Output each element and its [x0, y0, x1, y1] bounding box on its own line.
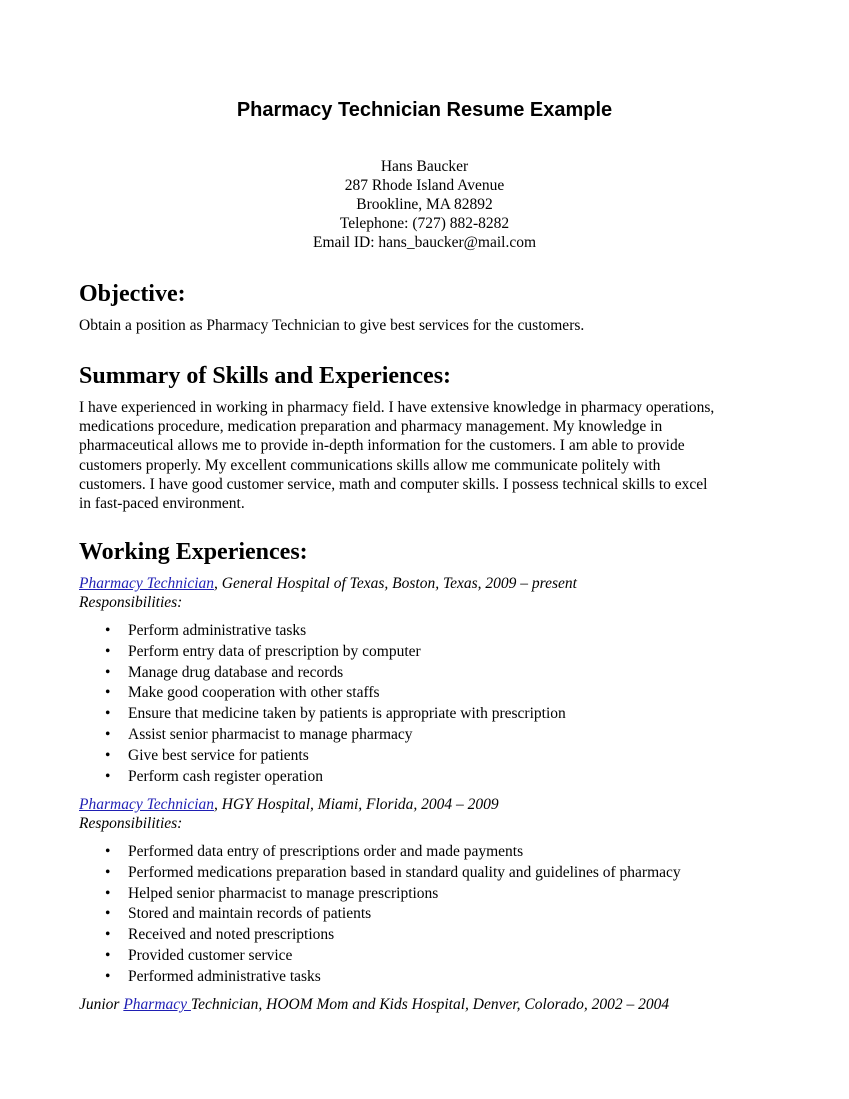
bullet-icon: •	[105, 663, 111, 681]
objective-line: Obtain a position as Pharmacy Technician to give best services for the customers.	[79, 317, 585, 334]
objective-text	[79, 316, 779, 335]
contact-city: Brookline, MA 82892	[356, 196, 493, 213]
contact-name: Hans Baucker	[380, 158, 469, 175]
bullet-icon: •	[105, 705, 111, 723]
job-2-title-link[interactable]: Pharmacy Technician	[79, 796, 215, 813]
bullet-icon: •	[105, 684, 111, 702]
job-1-title-link[interactable]: Pharmacy Technician	[79, 575, 215, 592]
job-1-responsibilities-label: Responsibilities:	[79, 594, 183, 611]
bullet-icon: •	[105, 622, 111, 639]
bullet-icon: •	[105, 863, 111, 881]
bullet-icon: •	[105, 905, 111, 923]
summary-line: customers. I have good customer service, math and computer skills. I possess technical skills to excel	[79, 475, 708, 493]
document-title: Pharmacy Technician Resume Example	[236, 99, 613, 121]
summary-line: medications procedure, medication preparation and pharmacy management. My knowledge in	[79, 418, 663, 436]
bullet-icon: •	[105, 642, 111, 660]
job-3-title-line	[79, 995, 669, 1014]
resume-page: Pharmacy Technician Resume Example Hans Baucker 287 Rhode Island Avenue Brookline, MA 82892 Telephone: (727) 882-8282 Email ID: hans_baucker@mail.com Objective: Obtain a position as Pharmacy Technician to give best services for the customers. Summary of Skills and Experiences: I have experienced in working in pharmacy field. I have extensive knowledge in pharmacy operations, medications procedure, medication preparation and pharmacy management. My knowledge in pharmaceutical allows me to provide in-depth information for the customers. I am able to provide customers properly. My excellent communications skills allow me communicate politely with customers. I have good customer service, math and computer skills. I possess technical skills to excel in fast-paced environment. Working Experiences: Pharmacy Technician, General Hospital of Texas, Boston, Texas, 2009 – present Responsibilities: • Perform administrative tasks • Perform entry data of prescription by computer • Manage drug database and records • Make good cooperation with other staffs • Ensure that medicine taken by patients is appropriate with prescription • Assist senior pharmacist to manage pharmacy • Give best service for patients • Perform cash register operation Pharmacy Technician, HGY Hospital, Miami, Florida, 2004 – 2009 Responsibilities: • Performed data entry of prescriptions order and made payments • Performed medications preparation based in standard quality and guidelines of pharmacy • Helped senior pharmacist to manage prescriptions • Stored and maintain records of patients • Received and noted prescriptions • Provided customer service • Performed administrative tasks Junior Pharmacy Technician, HOOM Mom and Kids Hospital, Denver, Colorado, 2002 – 2004	[0, 0, 849, 1099]
bullet-icon: •	[105, 725, 111, 743]
summary-heading: Summary of Skills and Experiences:	[79, 363, 452, 389]
summary-line: I have experienced in working in pharmacy field. I have extensive knowledge in pharmacy operations,	[79, 399, 715, 416]
contact-email: Email ID: hans_baucker@mail.com	[312, 234, 537, 251]
job-3-title-link[interactable]: Pharmacy	[123, 996, 191, 1013]
bullet-icon: •	[105, 767, 111, 785]
summary-line: customers properly. My excellent communications skills allow me communicate politely with	[79, 456, 661, 474]
job-2-details: , HGY Hospital, Miami, Florida, 2004 – 2009	[214, 796, 499, 813]
bullet-icon: •	[105, 843, 111, 860]
contact-telephone: Telephone: (727) 882-8282	[339, 215, 510, 232]
job-1-title-line	[79, 574, 577, 593]
bullet-icon: •	[105, 967, 111, 985]
job-2-title-line	[79, 795, 499, 814]
bullet-icon: •	[105, 926, 111, 944]
experience-heading: Working Experiences:	[79, 539, 308, 565]
summary-line: pharmaceutical allows me to provide in-depth information for the customers. I am able to provide	[79, 437, 685, 455]
summary-paragraph	[79, 398, 779, 513]
job-1-details: , General Hospital of Texas, Boston, Texas, 2009 – present	[214, 575, 577, 592]
bullet-icon: •	[105, 946, 111, 964]
bullet-icon: •	[105, 746, 111, 764]
bullet-icon: •	[105, 884, 111, 902]
job-2-responsibilities-label: Responsibilities:	[79, 815, 183, 832]
job-3-details: Technician, HOOM Mom and Kids Hospital, Denver, Colorado, 2002 – 2004	[190, 996, 670, 1013]
contact-street: 287 Rhode Island Avenue	[344, 177, 505, 194]
contact-block	[0, 157, 849, 252]
job-3-prefix: Junior	[79, 996, 124, 1013]
objective-heading: Objective:	[79, 281, 186, 307]
summary-line: in fast-paced environment.	[79, 495, 245, 513]
